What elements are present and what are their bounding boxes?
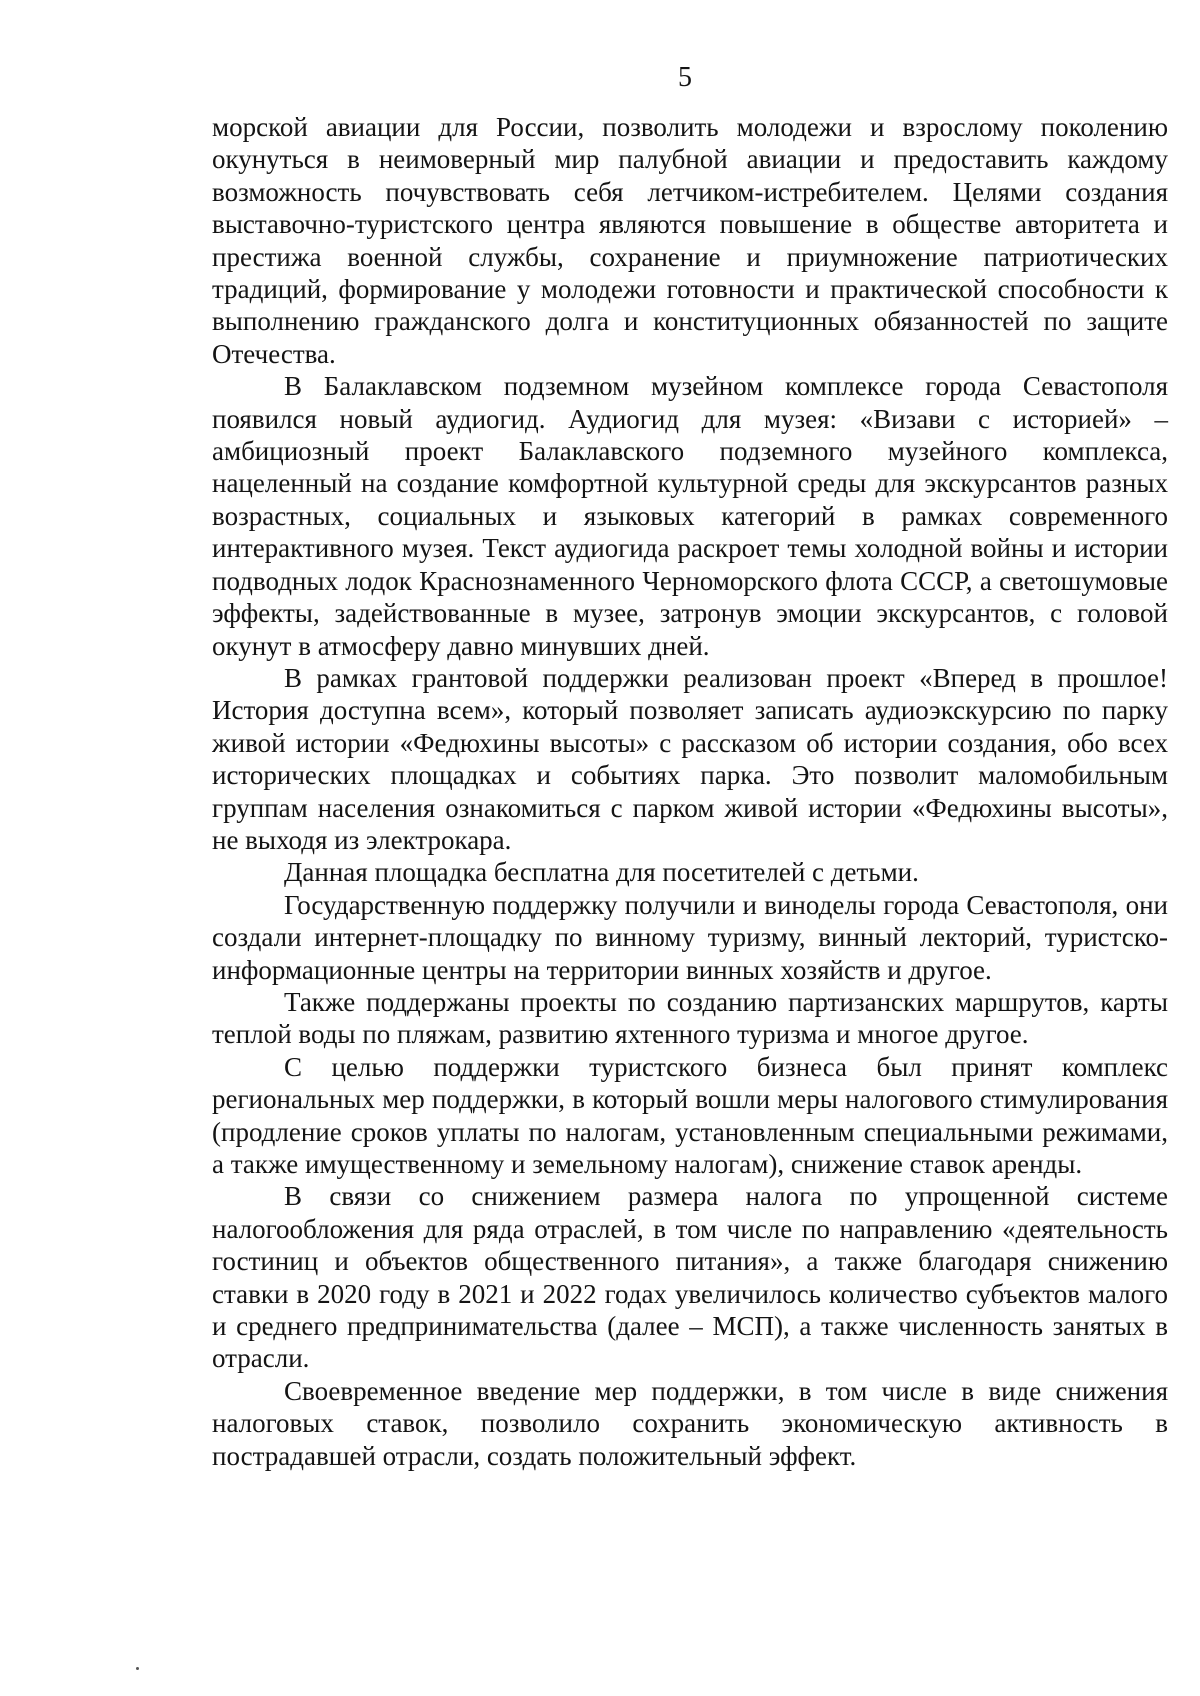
paragraph-tax-reduction: В связи со снижением размера налога по упрощенной системе налогообложения для ряда отраслей, в том числе по направлению «деятельность гостиниц и объектов общественного питания», а также благодаря снижению ставки в 2020 году в 2021 и 2022 годах увеличилось количество субъектов малого и среднего предпринимательства (далее – МСП), а также численность занятых в отрасли. — [212, 1181, 1168, 1374]
paragraph-audioguide: В Балаклавском подземном музейном комплексе города Севастополя появился новый аудиогид. Аудиогид для музея: «Визави с историей» – амбициозный проект Балаклавского подземного музейного комплекса, нацеленный на создание комфортной культурной среды для экскурсантов разных возрастных, социальных и языковых категорий в рамках современного интерактивного музея. Текст аудиогида раскроет темы холодной войны и истории подводных лодок Краснознаменного Черноморского флота СССР, а светошумовые эффекты, задействованные в музее, затронув эмоции экскурсантов, с головой окунут в атмосферу давно минувших дней. — [212, 371, 1168, 661]
paragraph-conclusion: Своевременное введение мер поддержки, в том числе в виде снижения налоговых ставок, позволило сохранить экономическую активность в пострадавшей отрасли, создать положительный эффект. — [212, 1375, 1168, 1471]
scan-speck — [136, 1667, 139, 1670]
paragraph-support-measures: С целью поддержки туристского бизнеса был принят комплекс региональных мер поддержки, в который вошли меры налогового стимулирования (продление сроков уплаты по налогам, установленным специальными режимами, а также имущественному и земельному налогам), снижение ставок аренды. — [212, 1051, 1168, 1179]
page-number: 5 — [678, 62, 692, 93]
paragraph-grant-project: В рамках грантовой поддержки реализован проект «Вперед в прошлое! История доступна всем», который позволяет записать аудиоэкскурсию по парку живой истории «Федюхины высоты» с рассказом об истории создания, обо всех исторических площадках и событиях парка. Это позволит маломобильным группам населения ознакомиться с парком живой истории «Федюхины высоты», не выходя из электрокара. — [212, 662, 1168, 855]
paragraph-other-projects: Также поддержаны проекты по созданию партизанских маршрутов, карты теплой воды по пляжам, развитию яхтенного туризма и многое другое. — [212, 986, 1168, 1050]
paragraph-free-venue: Данная площадка бесплатна для посетителей с детьми. — [284, 857, 919, 888]
document-body — [212, 111, 1168, 1472]
paragraph-continued: морской авиации для России, позволить молодежи и взрослому поколению окунуться в неимоверный мир палубной авиации и предоставить каждому возможность почувствовать себя летчиком-истребителем. Целями создания выставочно-туристского центра являются повышение в обществе авторитета и престижа военной службы, сохранение и приумножение патриотических традиций, формирование у молодежи готовности и практической способности к выполнению гражданского долга и конституционных обязанностей по защите Отечества. — [212, 112, 1168, 369]
paragraph-winemakers: Государственную поддержку получили и виноделы города Севастополя, они создали интернет-площадку по винному туризму, винный лекторий, туристско-информационные центры на территории винных хозяйств и другое. — [212, 889, 1168, 985]
